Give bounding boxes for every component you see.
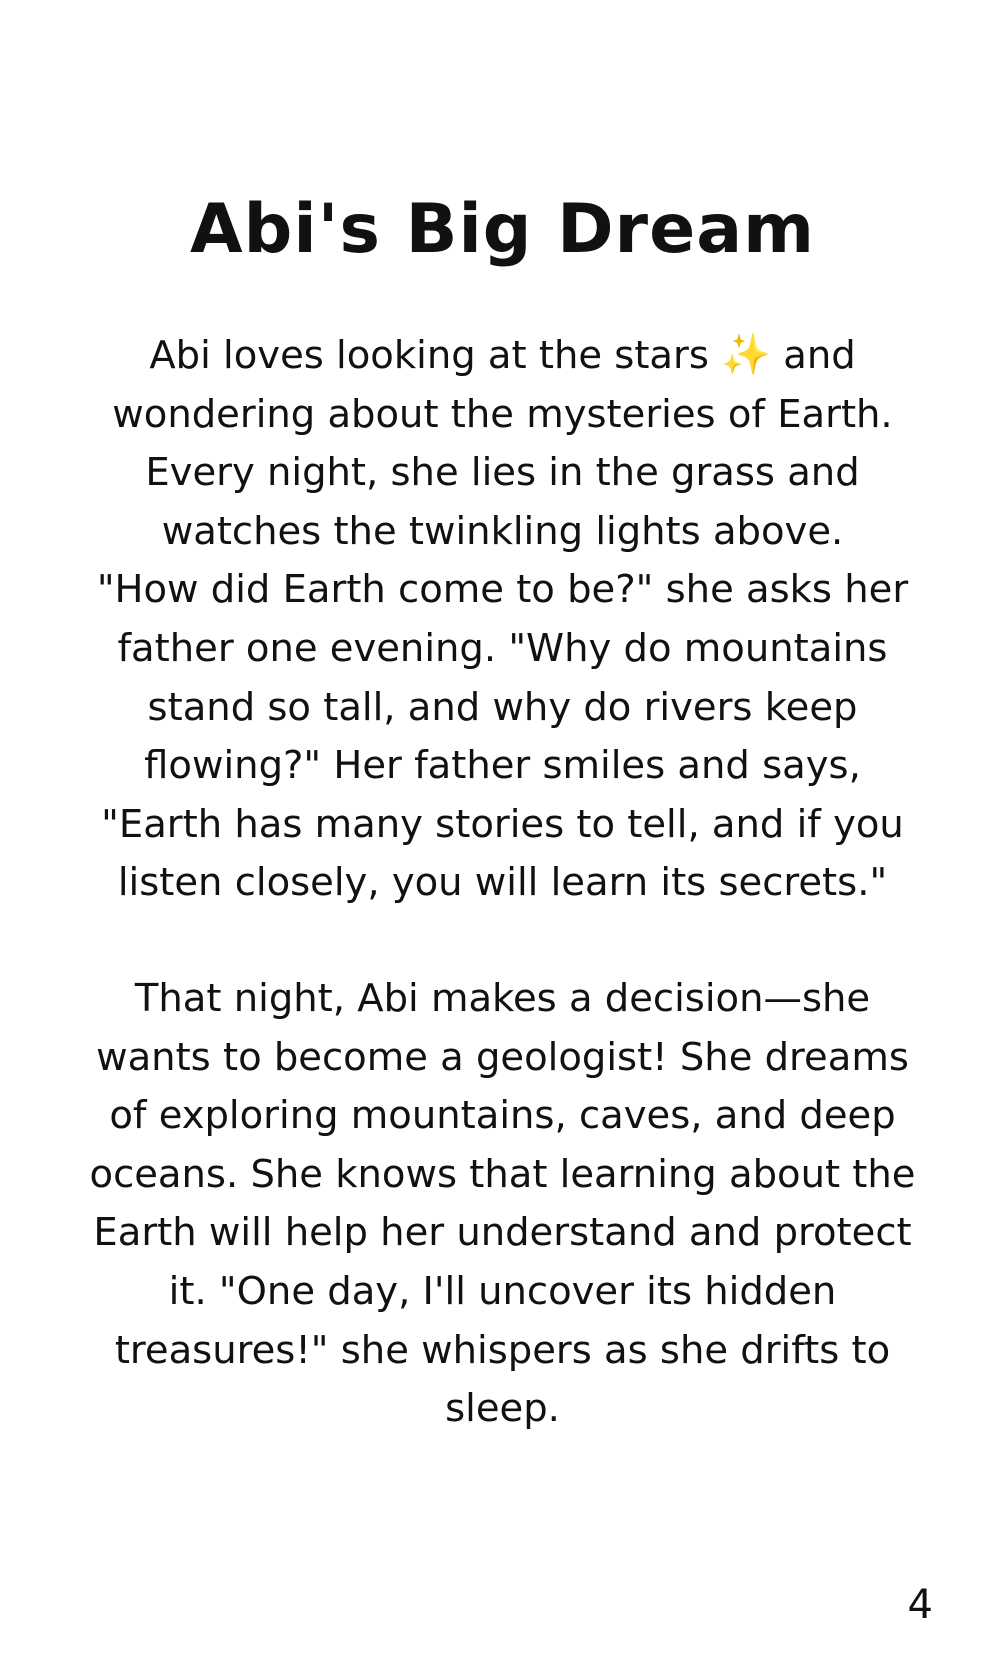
paragraph-line xyxy=(60,326,945,386)
paragraph-line: it. "One day, I'll uncover its hidden xyxy=(168,1268,837,1314)
paragraph-line: wants to become a geologist! She dreams xyxy=(96,1034,909,1080)
paragraph-line: of exploring mountains, caves, and deep xyxy=(109,1093,896,1139)
paragraph-line: treasures!" she whispers as she drifts to xyxy=(114,1327,891,1373)
paragraph-line: That night, Abi makes a decision—she xyxy=(134,976,871,1021)
story-paragraph-2 xyxy=(60,970,945,1439)
paragraph-line: oceans. She knows that learning about the xyxy=(89,1151,916,1197)
page-title: Abi's Big Dream xyxy=(190,190,815,269)
line-text: and xyxy=(783,333,856,378)
paragraph-line: wondering about the mysteries of Earth. xyxy=(112,391,893,437)
paragraph-line: flowing?" Her father smiles and says, xyxy=(144,743,861,789)
paragraph-line: "How did Earth come to be?" she asks her xyxy=(96,567,909,613)
paragraph-line: father one evening. "Why do mountains xyxy=(117,625,888,671)
paragraph-line: watches the twinkling lights above. xyxy=(161,508,844,554)
paragraph-line: Earth will help her understand and protect xyxy=(93,1210,912,1256)
paragraph-line: "Earth has many stories to tell, and if you xyxy=(101,801,904,847)
page-number: 4 xyxy=(907,1582,933,1628)
paragraph-line: sleep. xyxy=(445,1386,560,1432)
paragraph-line: stand so tall, and why do rivers keep xyxy=(147,684,858,730)
line-text: Abi loves looking at the stars xyxy=(149,333,709,378)
sparkles-icon: ✨ xyxy=(721,332,771,378)
story-paragraph-1 xyxy=(60,326,945,913)
paragraph-line: Every night, she lies in the grass and xyxy=(145,450,860,496)
paragraph-line: listen closely, you will learn its secrets." xyxy=(117,860,888,906)
